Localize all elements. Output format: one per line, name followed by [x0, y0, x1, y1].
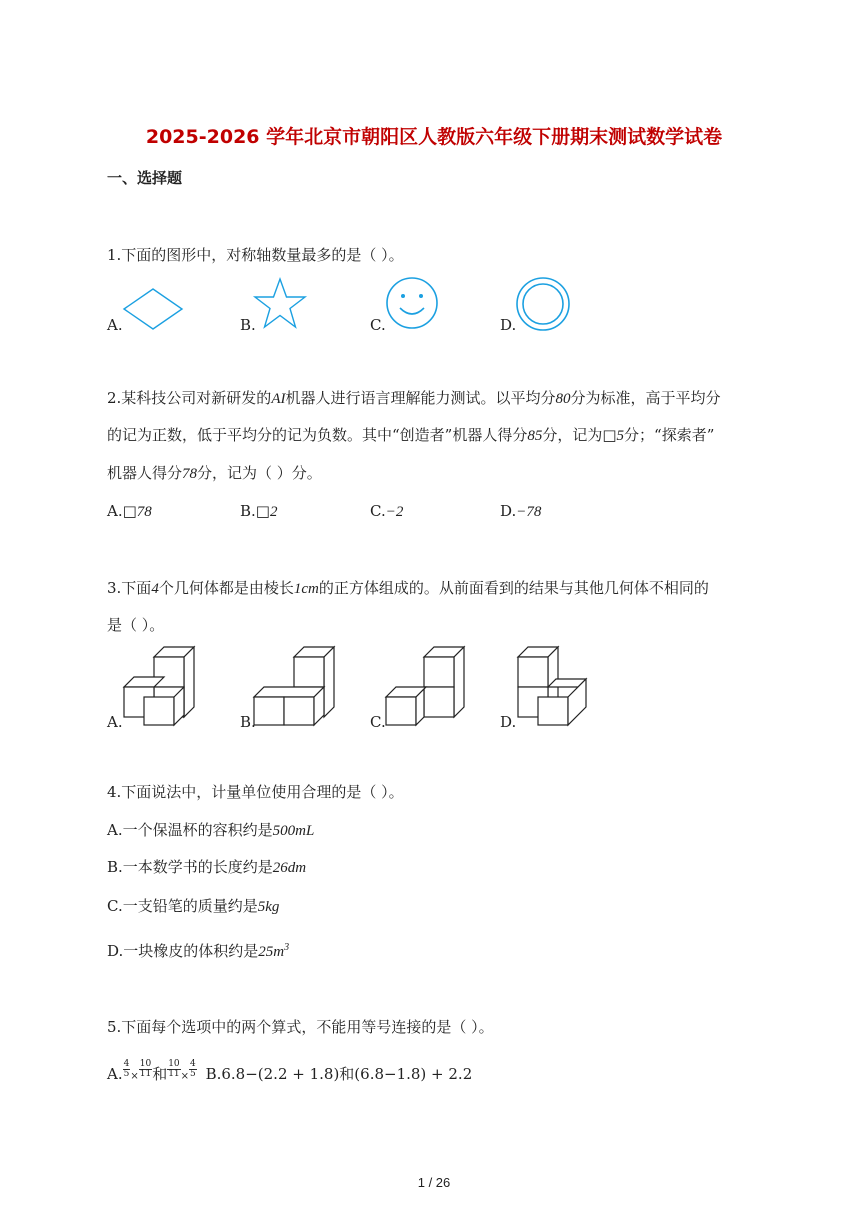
- q2-option-a: A.□78: [107, 502, 152, 520]
- question-5-stem: 5.下面每个选项中的两个算式，不能用等号连接的是（ ）。: [107, 1018, 494, 1036]
- question-2-line-1: 2.某科技公司对新研发的AI机器人进行语言理解能力测试。以平均分80分为标准，高于平均分: [107, 389, 721, 407]
- q3-option-d-label: D.: [500, 713, 517, 731]
- smiley-icon: [385, 276, 439, 330]
- question-4-stem: 4.下面说法中，计量单位使用合理的是（ ）。: [107, 783, 404, 801]
- cube-figure-c: [384, 645, 470, 727]
- section-heading: 一、选择题: [107, 169, 183, 187]
- q2-option-b: B.□2: [240, 502, 278, 520]
- fraction: $\frac{10}{11}$: [139, 1059, 152, 1079]
- q1-option-c-label: C.: [370, 316, 386, 334]
- fraction: $\frac{4}{5}$: [123, 1059, 130, 1079]
- star-icon: [253, 278, 307, 330]
- question-1-stem: 1.下面的图形中，对称轴数量最多的是（ ）。: [107, 246, 404, 264]
- q3-option-a-label: A.: [107, 713, 123, 731]
- q3-option-b-label: B.: [240, 713, 256, 731]
- rhombus-icon: [123, 288, 183, 330]
- fraction: $\frac{10}{11}$: [168, 1059, 180, 1079]
- question-2-line-2: 的记为正数，低于平均分的记为负数。其中“创造者”机器人得分85分，记为□5分；“探索者”: [107, 426, 715, 444]
- q2-option-c: C.−2: [370, 502, 404, 520]
- page-title: 2025-2026 学年北京市朝阳区人教版六年级下册期末测试数学试卷: [145, 126, 723, 148]
- q4-option-b: B.一本数学书的长度约是26dm: [107, 858, 307, 876]
- cube-figure-d: [516, 645, 592, 727]
- q1-option-b-label: B.: [240, 316, 256, 334]
- q4-option-a: A.一个保温杯的容积约是500mL: [107, 821, 315, 839]
- question-3-line-2: 是（ ）。: [107, 616, 165, 634]
- q5-options: A. $\frac{4}{5}$ × $\frac{10}{11}$ 和 $\frac{10}{11}$ × $\frac{4}{5}$ B.6.8−(2.2 + 1.8)和(6.8−1.8) + 2.2: [107, 1059, 473, 1083]
- question-3-line-1: 3.下面4个几何体都是由棱长1cm的正方体组成的。从前面看到的结果与其他几何体不相同的: [107, 579, 709, 597]
- q4-option-c: C.一支铅笔的质量约是5kg: [107, 897, 280, 915]
- double-circle-icon: [515, 276, 571, 332]
- q1-option-a-label: A.: [107, 316, 123, 334]
- cube-figure-b: [252, 645, 338, 727]
- fraction: $\frac{4}{5}$: [190, 1059, 196, 1079]
- q1-option-d-label: D.: [500, 316, 517, 334]
- q2-option-d: D.−78: [500, 502, 542, 520]
- q4-option-d: D.一块橡皮的体积约是$25m^3$: [107, 942, 290, 960]
- q3-option-c-label: C.: [370, 713, 386, 731]
- page-number: 1 / 26: [417, 1175, 451, 1190]
- cube-figure-a: [122, 645, 198, 727]
- question-2-line-3: 机器人得分78分，记为（ ）分。: [107, 464, 322, 482]
